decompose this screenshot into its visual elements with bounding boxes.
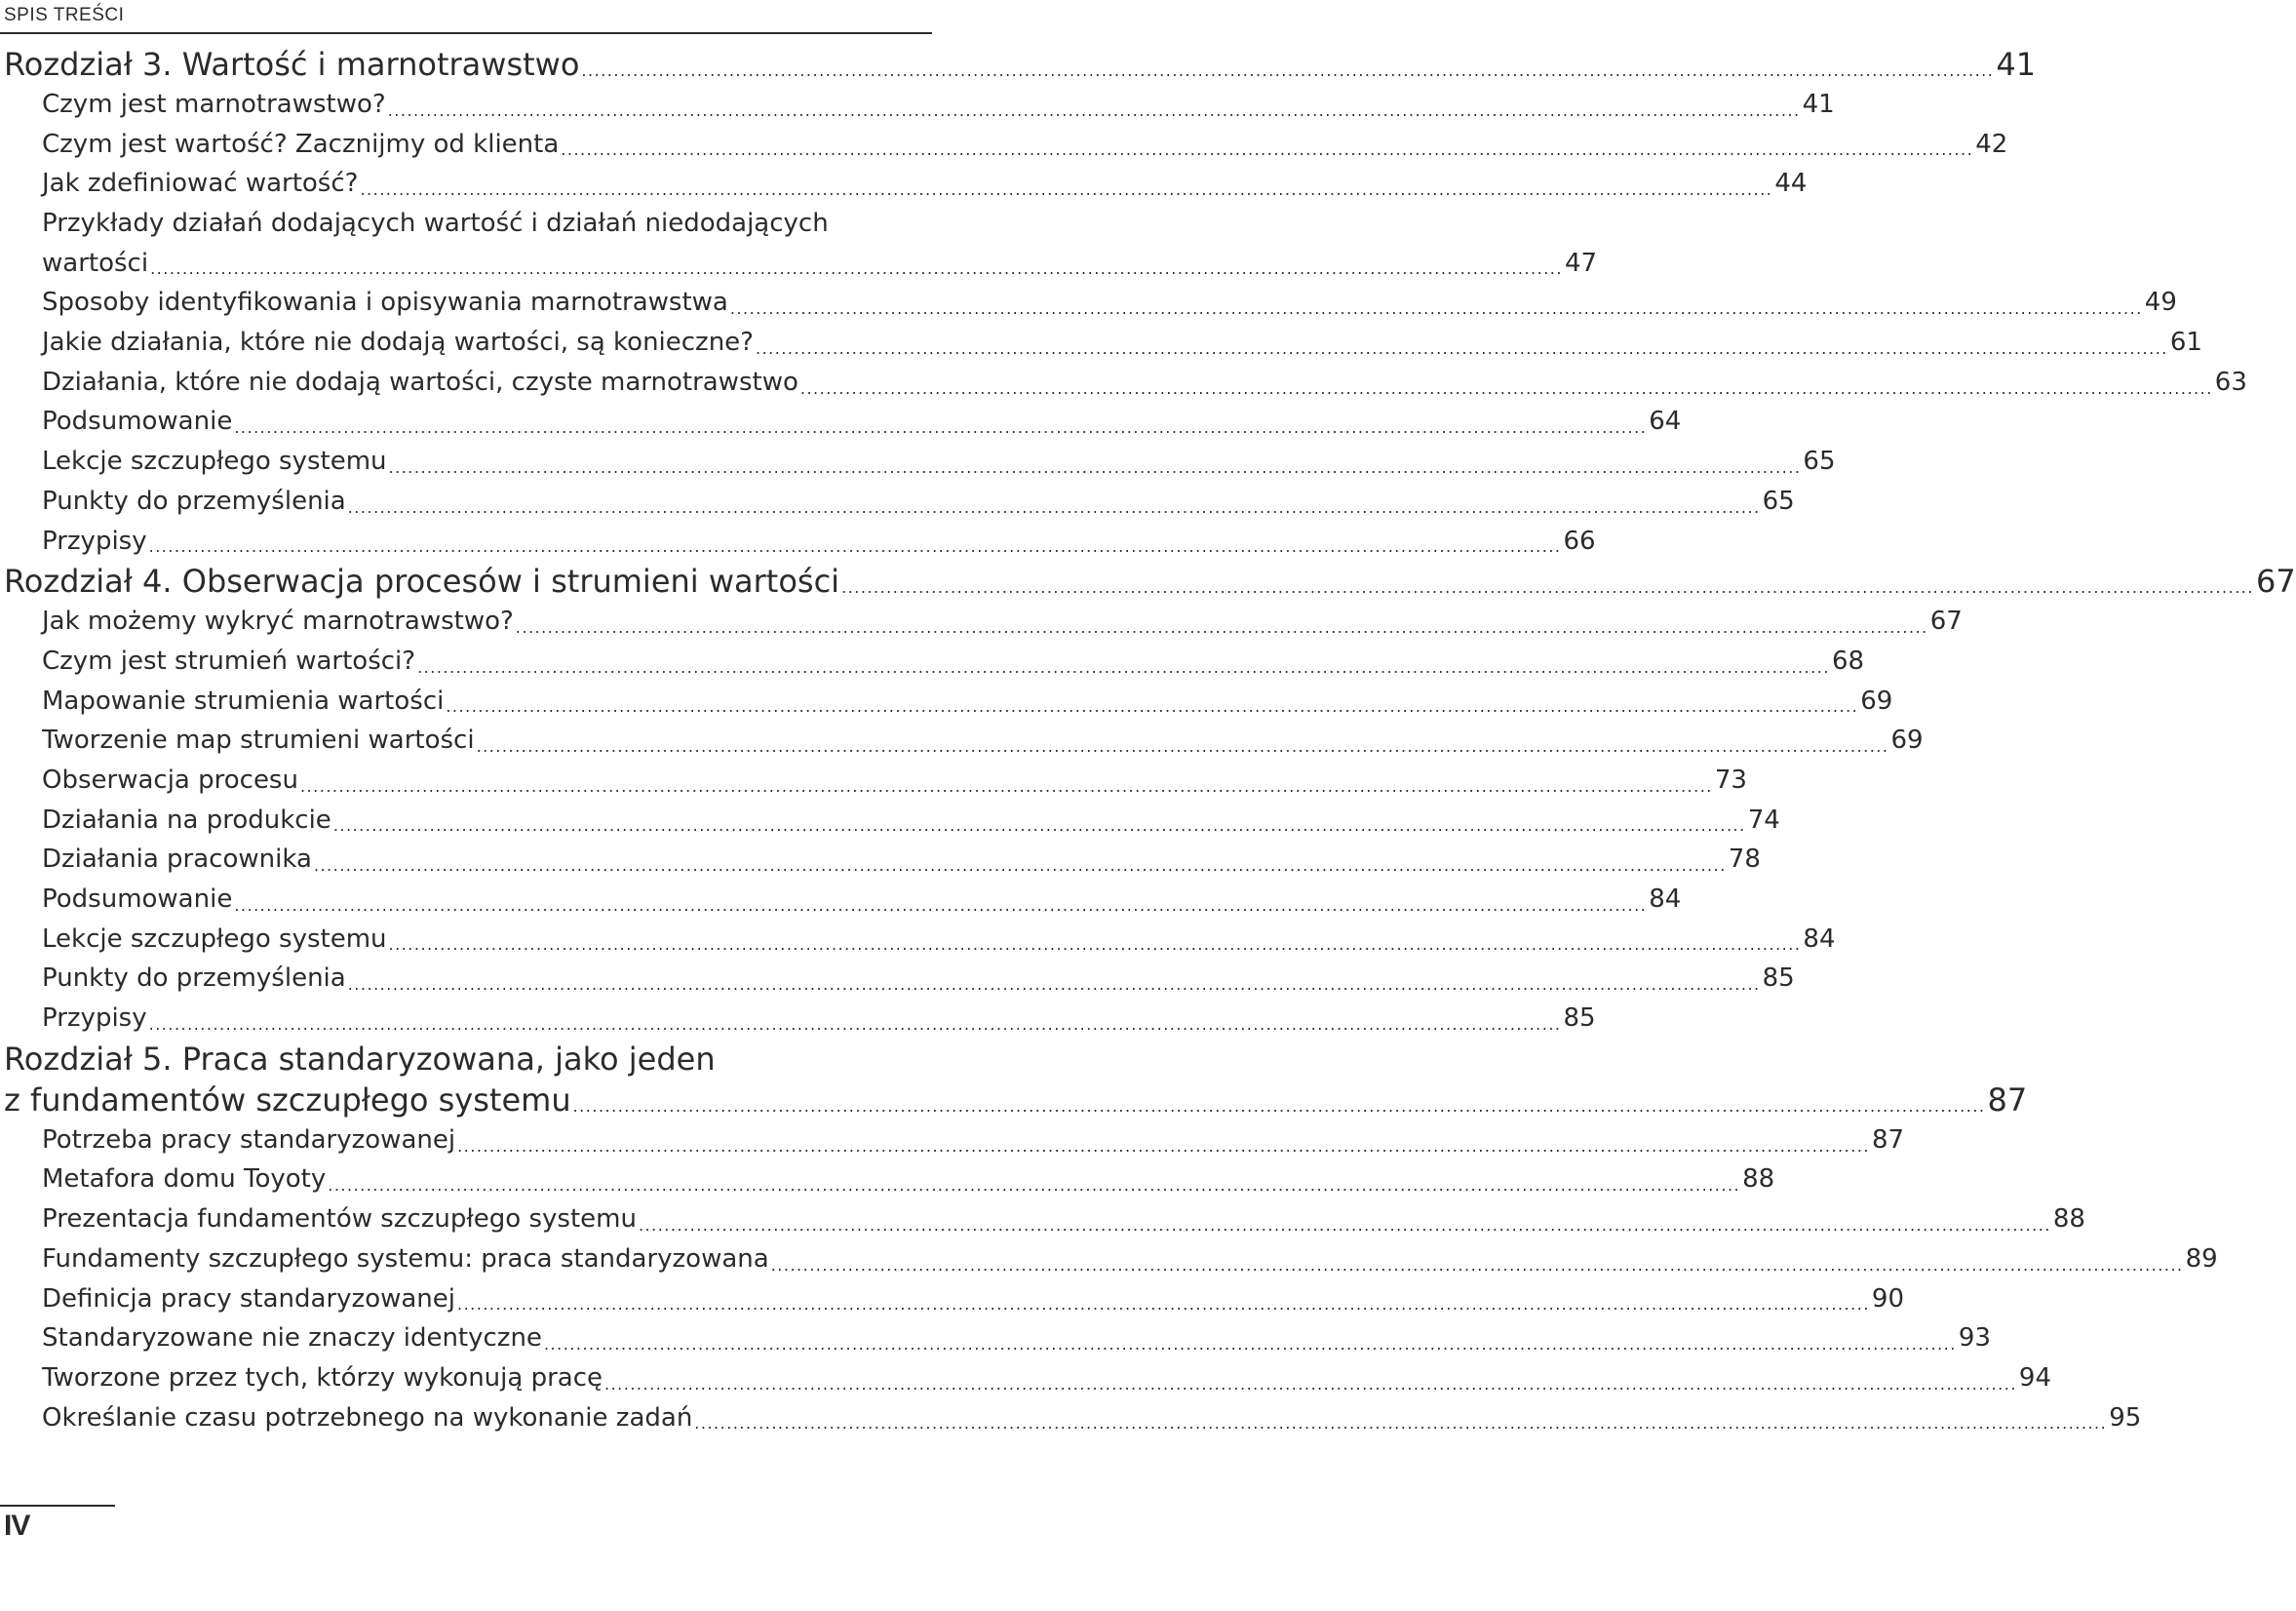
toc-entry-title: Podsumowanie	[42, 407, 233, 437]
dot-leader: ............................................................................................................................................................................................................................	[457, 1136, 1870, 1156]
dot-leader: ............................................................................................................................................................................................................................	[360, 180, 1773, 200]
toc-section-entry	[4, 801, 1780, 841]
toc-entry-title: Podsumowanie	[42, 884, 233, 915]
toc-entry-page: 64	[1649, 407, 1682, 437]
toc-entry-page: 41	[1802, 89, 1835, 119]
toc-entry-title: Określanie czasu potrzebnego na wykonanie zadań	[42, 1402, 693, 1433]
toc-entry-page: 65	[1762, 486, 1795, 516]
toc-section-entry	[4, 1358, 2051, 1398]
toc-entry-title: Działania na produkcie	[42, 805, 331, 835]
toc-entry-page: 42	[1975, 129, 2008, 159]
toc-entry-page: 93	[1958, 1323, 1991, 1354]
toc-entry-page: 87	[1871, 1124, 1905, 1155]
toc-entry-title: Lekcje szczupłego systemu	[42, 447, 387, 477]
toc-section-entry	[4, 721, 1924, 761]
toc-entry-title: Metafora domu Toyoty	[42, 1164, 327, 1195]
toc-entry-title: Jak możemy wykryć marnotrawstwo?	[42, 607, 514, 637]
dot-leader: ............................................................................................................................................................................................................................	[347, 975, 1761, 995]
toc-section-entry	[4, 283, 2177, 323]
toc-section-entry	[4, 403, 1682, 443]
dot-leader: ............................................................................................................................................................................................................................	[148, 1014, 1562, 1034]
toc-entry-title: Sposoby identyfikowania i opisywania marnotrawstwa	[42, 288, 728, 318]
toc-entry-title: Fundamenty szczupłego systemu: praca standaryzowana	[42, 1243, 769, 1274]
toc-entry-page: 87	[1987, 1081, 2028, 1119]
toc-section-entry	[4, 125, 2008, 165]
toc-entry-page: 84	[1649, 884, 1682, 915]
toc-section-entry	[4, 999, 1596, 1039]
toc-entry-title: Działania pracownika	[42, 845, 312, 875]
toc-entry-page: 85	[1563, 1003, 1596, 1034]
toc-entry-title: Przypisy	[42, 526, 147, 556]
toc-entry-title: Działania, które nie dodają wartości, czyste marnotrawstwo	[42, 367, 798, 397]
toc-entry-title: Czym jest strumień wartości?	[42, 646, 416, 676]
toc-entry-title: Rozdział 3. Wartość i marnotrawstwo	[4, 46, 580, 83]
toc-entry-page: 78	[1728, 845, 1761, 875]
toc-chapter-entry	[4, 1080, 2028, 1120]
dot-leader: ............................................................................................................................................................................................................................	[694, 1414, 2108, 1434]
toc-section-entry	[4, 482, 1795, 522]
dot-leader: ............................................................................................................................................................................................................................	[417, 657, 1830, 677]
toc-section-entry	[4, 1199, 2085, 1239]
dot-leader: ............................................................................................................................................................................................................................	[313, 856, 1727, 876]
dot-leader: ............................................................................................................................................................................................................................	[328, 1176, 1741, 1196]
toc-entry-page: 61	[2169, 328, 2202, 358]
dot-leader: ............................................................................................................................................................................................................................	[581, 61, 1995, 80]
dot-leader: ............................................................................................................................................................................................................................	[841, 578, 2254, 598]
dot-leader: ............................................................................................................................................................................................................................	[457, 1295, 1870, 1315]
toc-entry-title: Rozdział 5. Praca standaryzowana, jako jeden	[4, 1040, 716, 1078]
toc-entry-page: 73	[1714, 765, 1747, 795]
toc-entry-page: 49	[2144, 288, 2177, 318]
toc-section-entry	[4, 1160, 1775, 1200]
toc-section-entry	[4, 164, 1808, 204]
dot-leader: ............................................................................................................................................................................................................................	[561, 140, 1974, 160]
toc-section-entry	[4, 642, 1865, 682]
toc-section-entry	[4, 1318, 1991, 1358]
toc-section-entry	[4, 761, 1747, 801]
toc-entry-title: Definicja pracy standaryzowanej	[42, 1283, 455, 1314]
toc-section-entry	[4, 920, 1836, 960]
toc-entry-page: 67	[1929, 607, 1963, 637]
toc-section-entry	[4, 244, 1598, 284]
toc-section-entry	[4, 522, 1596, 562]
toc-section-entry	[4, 323, 2202, 363]
toc-chapter-entry	[4, 1039, 887, 1080]
toc-chapter-entry	[4, 44, 2037, 85]
toc-entry-page: 85	[1762, 963, 1795, 994]
toc-entry-title: z fundamentów szczupłego systemu	[4, 1081, 571, 1119]
header-rule	[0, 32, 932, 34]
dot-leader: ............................................................................................................................................................................................................................	[150, 259, 1563, 279]
toc-entry-page: 89	[2185, 1243, 2218, 1274]
toc-entry-title: Punkty do przemyślenia	[42, 963, 346, 994]
toc-entry-title: Czym jest wartość? Zacznijmy od klienta	[42, 129, 560, 159]
dot-leader: ............................................................................................................................................................................................................................	[347, 497, 1761, 517]
toc-entry-title: Przykłady działań dodających wartość i działań niedodających	[42, 209, 829, 239]
toc-section-entry	[4, 85, 1835, 125]
toc-entry-title: Standaryzowane nie znaczy identyczne	[42, 1323, 542, 1354]
toc-entry-page: 94	[2018, 1362, 2051, 1393]
dot-leader: ............................................................................................................................................................................................................................	[388, 457, 1802, 477]
toc-section-entry	[4, 682, 1893, 722]
dot-leader: ............................................................................................................................................................................................................................	[799, 378, 2213, 398]
dot-leader: ............................................................................................................................................................................................................................	[729, 299, 2143, 319]
toc-entry-title: Jak zdefiniować wartość?	[42, 169, 359, 199]
toc-entry-page: 67	[2255, 563, 2296, 601]
toc-entry-title: Punkty do przemyślenia	[42, 486, 346, 516]
toc-entry-page: 69	[1890, 726, 1924, 756]
toc-entry-title: wartości	[42, 248, 149, 278]
footer-rule	[0, 1505, 115, 1507]
toc-entry-page: 63	[2214, 367, 2247, 397]
toc-entry-title: Tworzenie map strumieni wartości	[42, 726, 475, 756]
toc-entry-title: Mapowanie strumienia wartości	[42, 686, 445, 716]
dot-leader: ............................................................................................................................................................................................................................	[446, 697, 1859, 717]
toc-section-entry	[4, 602, 1963, 642]
toc-entry-page: 68	[1831, 646, 1865, 676]
toc-section-entry	[4, 1279, 1904, 1319]
dot-leader: ............................................................................................................................................................................................................................	[770, 1255, 2184, 1275]
toc-entry-page: 74	[1747, 805, 1780, 835]
dot-leader: ............................................................................................................................................................................................................................	[299, 776, 1713, 796]
toc-section-entry	[4, 204, 887, 244]
dot-leader: ............................................................................................................................................................................................................................	[543, 1334, 1957, 1354]
toc-entry-title: Rozdział 4. Obserwacja procesów i strumieni wartości	[4, 563, 840, 601]
toc-entry-title: Jakie działania, które nie dodają wartości, są konieczne?	[42, 328, 754, 358]
toc-entry-page: 69	[1860, 686, 1893, 716]
toc-section-entry	[4, 1120, 1905, 1160]
toc-entry-title: Potrzeba pracy standaryzowanej	[42, 1124, 456, 1155]
toc-entry-title: Czym jest marnotrawstwo?	[42, 89, 386, 119]
dot-leader: ............................................................................................................................................................................................................................	[476, 737, 1889, 756]
toc-entry-title: Przypisy	[42, 1003, 147, 1034]
toc-section-entry	[4, 1398, 2142, 1438]
running-header: SPIS TREŚCI	[4, 5, 125, 25]
toc-section-entry	[4, 1239, 2218, 1279]
toc-entry-page: 66	[1563, 526, 1596, 556]
dot-leader: ............................................................................................................................................................................................................................	[755, 338, 2168, 358]
toc-entry-page: 65	[1803, 447, 1836, 477]
dot-leader: ............................................................................................................................................................................................................................	[604, 1374, 2017, 1394]
dot-leader: ............................................................................................................................................................................................................................	[572, 1096, 1986, 1116]
dot-leader: ............................................................................................................................................................................................................................	[332, 816, 1746, 836]
toc-entry-page: 88	[1742, 1164, 1775, 1195]
dot-leader: ............................................................................................................................................................................................................................	[234, 418, 1648, 438]
toc-entry-page: 84	[1803, 923, 1836, 954]
toc-entry-page: 47	[1564, 248, 1598, 278]
page-number: IV	[4, 1510, 30, 1542]
dot-leader: ............................................................................................................................................................................................................................	[387, 100, 1801, 120]
toc-entry-title: Obserwacja procesu	[42, 765, 298, 795]
toc-entry-title: Lekcje szczupłego systemu	[42, 923, 387, 954]
toc-section-entry	[4, 442, 1836, 482]
dot-leader: ............................................................................................................................................................................................................................	[515, 617, 1928, 637]
toc-entry-title: Prezentacja fundamentów szczupłego systemu	[42, 1204, 637, 1235]
toc-section-entry	[4, 363, 2247, 403]
toc-chapter-entry	[4, 561, 2296, 602]
dot-leader: ............................................................................................................................................................................................................................	[388, 935, 1802, 955]
toc-entry-title: Tworzone przez tych, którzy wykonują pracę	[42, 1362, 603, 1393]
toc-entry-page: 90	[1871, 1283, 1904, 1314]
dot-leader: ............................................................................................................................................................................................................................	[234, 895, 1648, 915]
toc-entry-page: 44	[1774, 169, 1808, 199]
dot-leader: ............................................................................................................................................................................................................................	[148, 537, 1562, 557]
toc-entry-page: 88	[2052, 1204, 2085, 1235]
toc-section-entry	[4, 959, 1795, 999]
toc-section-entry	[4, 840, 1761, 880]
toc-section-entry	[4, 880, 1682, 920]
toc-entry-page: 41	[1996, 46, 2037, 83]
toc-entry-page: 95	[2109, 1402, 2142, 1433]
table-of-contents	[4, 44, 2296, 1437]
dot-leader: ............................................................................................................................................................................................................................	[638, 1215, 2051, 1235]
